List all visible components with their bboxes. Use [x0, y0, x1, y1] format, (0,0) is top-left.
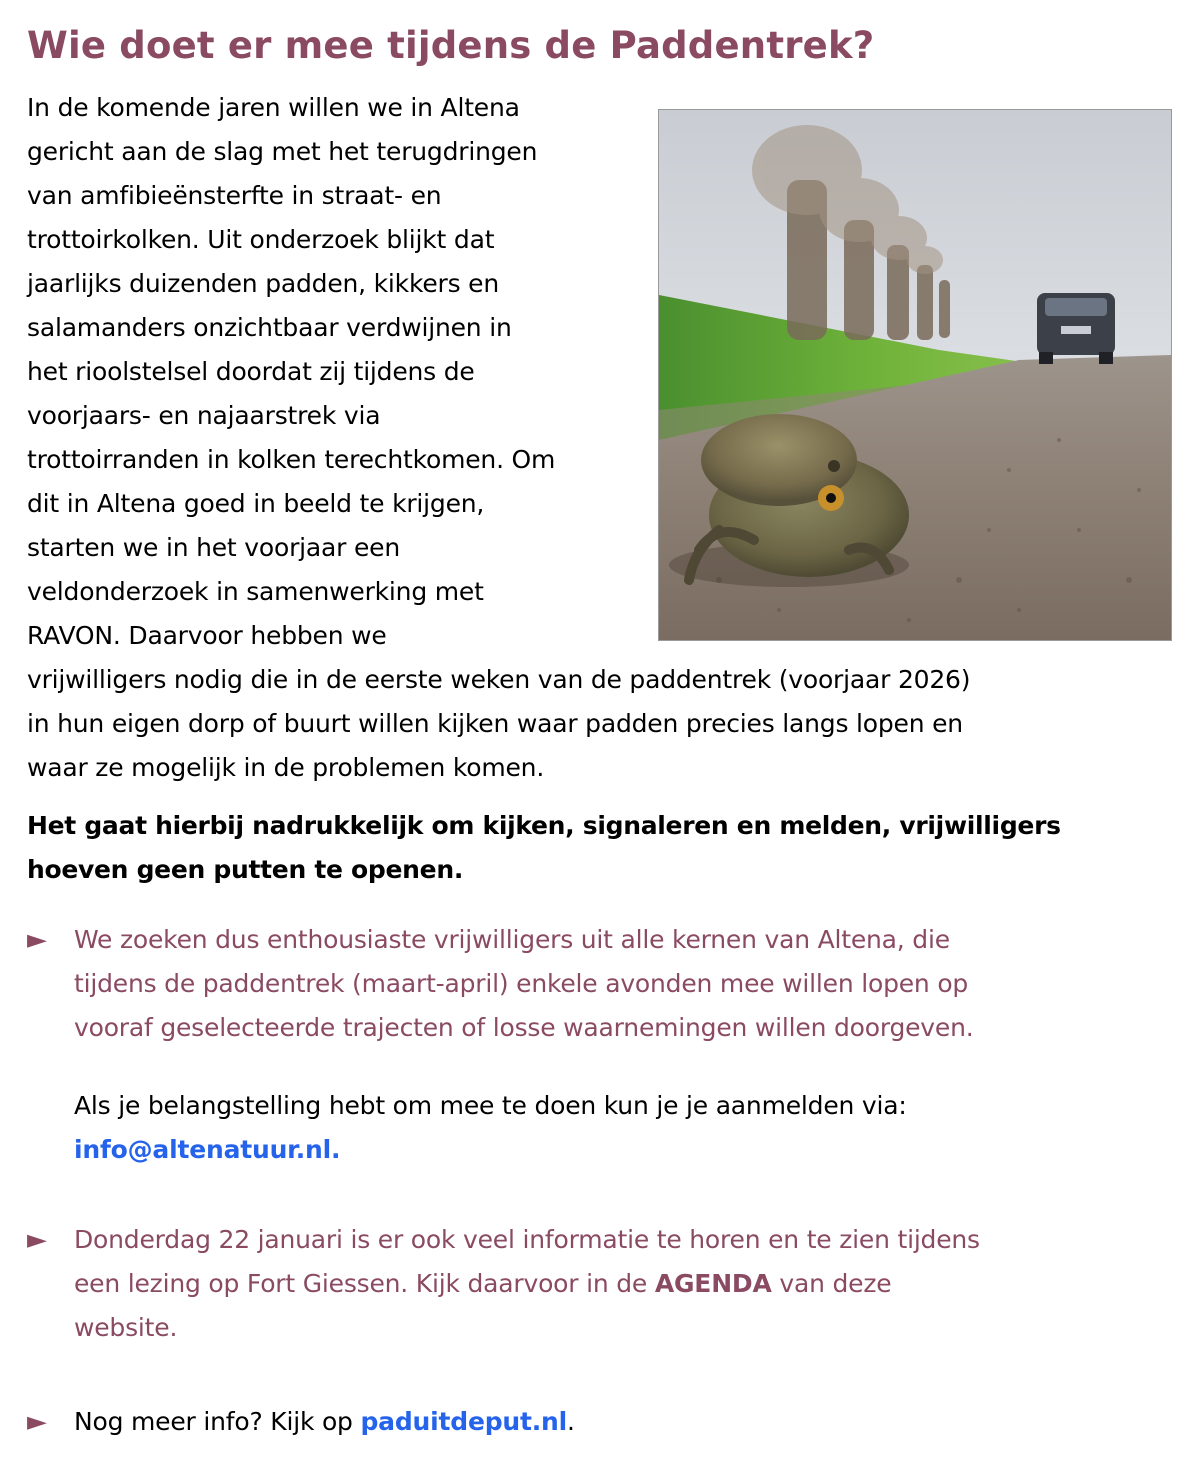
arrow-right-icon: ►: [27, 1225, 47, 1255]
intro-line: waar ze mogelijk in de problemen komen.: [27, 753, 545, 782]
bullet-line: [74, 1400, 1177, 1444]
bullet-more-info: [27, 1400, 1177, 1444]
intro-line: starten we in het voorjaar een: [27, 533, 400, 562]
intro-line: van amfibieënsterfte in straat- en: [27, 181, 442, 210]
signup-text: Als je belangstelling hebt om mee te doen kun je je aanmelden via:: [74, 1091, 907, 1120]
intro-line: In de komende jaren willen we in Altena: [27, 93, 520, 122]
intro-line: RAVON. Daarvoor hebben we: [27, 621, 387, 650]
intro-line: dit in Altena goed in beeld te krijgen,: [27, 489, 485, 518]
intro-line: trottoirkolken. Uit onderzoek blijkt dat: [27, 225, 495, 254]
toad-photo: [658, 109, 1172, 641]
emphasis-line: hoeven geen putten te openen.: [27, 855, 464, 884]
paduitdeput-link[interactable]: paduitdeput.nl: [360, 1407, 568, 1436]
emphasis-line: Het gaat hierbij nadrukkelijk om kijken, signaleren en melden, vrijwilligers: [27, 811, 1061, 840]
intro-line: in hun eigen dorp of buurt willen kijken waar padden precies langs lopen en: [27, 709, 963, 738]
arrow-right-icon: ►: [27, 925, 47, 955]
bullet-line: [74, 1262, 1177, 1306]
bullet-line: website.: [74, 1313, 178, 1342]
email-link[interactable]: info@altenatuur.nl.: [74, 1135, 341, 1164]
intro-line: gericht aan de slag met het terugdringen: [27, 137, 538, 166]
bullet-line: Donderdag 22 januari is er ook veel informatie te horen en te zien tijdens: [74, 1225, 980, 1254]
more-info-text: Nog meer info? Kijk op: [74, 1407, 361, 1436]
bullet-list: [27, 918, 1177, 1444]
bullet-line: vooraf geselecteerde trajecten of losse waarnemingen willen doorgeven.: [74, 1013, 974, 1042]
intro-line: het rioolstelsel doordat zij tijdens de: [27, 357, 475, 386]
bullet-volunteers: [27, 918, 1177, 1172]
agenda-link[interactable]: AGENDA: [654, 1269, 772, 1298]
intro-line: veldonderzoek in samenwerking met: [27, 577, 484, 606]
intro-line: trottoirranden in kolken terechtkomen. Om: [27, 445, 556, 474]
intro-line: salamanders onzichtbaar verdwijnen in: [27, 313, 512, 342]
arrow-right-icon: ►: [27, 1407, 47, 1437]
lecture-text: een lezing op Fort Giessen. Kijk daarvoor in de: [74, 1269, 655, 1298]
article: [27, 0, 1177, 1444]
bullet-line: We zoeken dus enthousiaste vrijwilligers uit alle kernen van Altena, die: [74, 925, 950, 954]
emphasis-note: [27, 804, 1177, 892]
page-title: Wie doet er mee tijdens de Paddentrek?: [27, 24, 875, 67]
bullet-line: tijdens de paddentrek (maart-april) enkele avonden mee willen lopen op: [74, 969, 969, 998]
bullet-lecture: [27, 1218, 1177, 1350]
more-info-period: .: [567, 1407, 575, 1436]
intro-line: vrijwilligers nodig die in de eerste weken van de paddentrek (voorjaar 2026): [27, 665, 971, 694]
intro-line: jaarlijks duizenden padden, kikkers en: [27, 269, 499, 298]
intro-line: voorjaars- en najaarstrek via: [27, 401, 381, 430]
lecture-text-end: van deze: [771, 1269, 892, 1298]
